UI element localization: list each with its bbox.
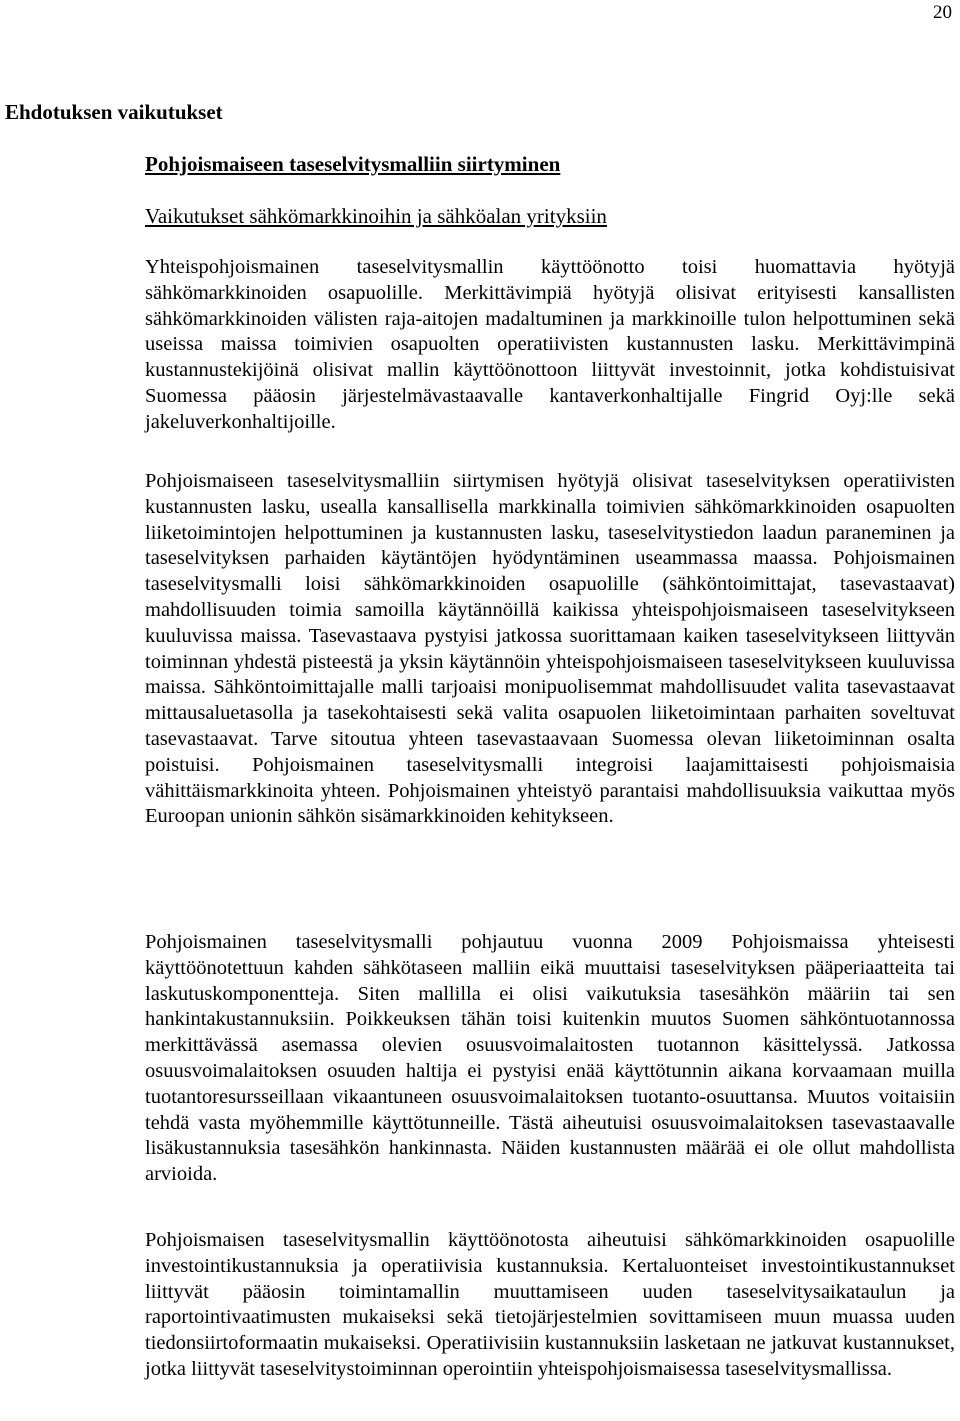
paragraph: Yhteispohjoismainen taseselvitysmallin käyttöönotto toisi huomattavia hyötyjä sähkömarkkinoiden osapuolille. Merkittävimpiä hyötyjä olisivat erityisesti kansallisten sähkömarkkinoiden välisten raja-aitojen madaltuminen ja markkinoille tulon helpottuminen sekä useissa maissa toimivien osapuolten operatiivisten kustannusten lasku. Merkittävimpinä kustannustekijöinä olisivat mallin käyttöönottoon liittyvät investoinnit, jotka kohdistuisivat Suomessa pääosin järjestelmävastaavalle kantaverkonhaltijalle Fingrid Oyj:lle sekä jakeluverkonhaltijoille. — [145, 256, 955, 433]
paragraph: Pohjoismaisen taseselvitysmallin käyttöönotosta aiheutuisi sähkömarkkinoiden osapuolille investointikustannuksia ja operatiivisia kustannuksia. Kertaluonteiset investointikustannukset liittyvät pääosin toimintamallin muuttamiseen uuden taseselvitysaikataulun ja raportointivaatimusten mukaiseksi sekä tietojärjestelmien sovittamiseen muun muassa uuden tiedonsiirtoformaatin mukaiseksi. Operatiivisiin kustannuksiin lasketaan ne jatkuvat kustannukset, jotka liittyvät taseselvitystoiminnan operointiin yhteispohjoismaisessa taseselvitysmallissa. — [145, 1229, 955, 1380]
paragraph: Pohjoismainen taseselvitysmalli pohjautuu vuonna 2009 Pohjoismaissa yhteisesti käyttöönotettuun kahden sähkötaseen malliin eikä muuttaisi taseselvityksen pääperiaatteita tai laskutuskomponentteja. Siten mallilla ei olisi vaikutuksia tasesähkön määriin tai sen hankintakustannuksiin. Poikkeuksen tähän toisi kuitenkin muutos Suomen sähköntuotannossa merkittävässä asemassa olevien osuusvoimalaitosten tuotannon käsittelyssä. Jatkossa osuusvoimalaitoksen osuuden haltija ei pystyisi enää käyttötunnin aikana korvaamaan muilla tuotantoresursseillaan vikaantuneen osuusvoimalaitoksen tuotanto-osuuttansa. Muutos voitaisiin tehdä vasta myöhemmille käyttötunneille. Tästä aiheutuisi osuusvoimalaitoksen tasevastaavalle lisäkustannuksia tasesähkön hankinnasta. Näiden kustannusten määrää ei ole ollut mahdollista arvioida. — [145, 931, 955, 1186]
section-heading: Ehdotuksen vaikutukset — [5, 100, 223, 124]
sub-subheading: Vaikutukset sähkömarkkinoihin ja sähköalan yrityksiin — [145, 204, 607, 228]
paragraph-block-2 — [145, 469, 955, 830]
subheading: Pohjoismaiseen taseselvitysmalliin siirtyminen — [145, 152, 561, 176]
paragraph-block-3 — [145, 930, 955, 1188]
paragraph: Pohjoismaiseen taseselvitysmalliin siirtymisen hyötyjä olisivat taseselvityksen operatiivisten kustannusten lasku, usealla kansallisella markkinalla toimivien sähkömarkkinoiden osapuolten liiketoimintojen helpottuminen ja kustannusten lasku, taseselvitystiedon laadun paraneminen ja taseselvityksen parhaiden käytäntöjen hyödyntäminen useammassa maassa. Pohjoismainen taseselvitysmalli loisi sähkömarkkinoiden osapuolille (sähköntoimittajat, tasevastaavat) mahdollisuuden toimia samoilla käytännöillä kaikissa yhteispohjoismaiseen taseselvitykseen kuuluvissa maissa. Tasevastaava pystyisi jatkossa suorittamaan kaiken taseselvitykseen liittyvän toiminnan yhdestä pisteestä ja yksin käytännöin yhteispohjoismaiseen taseselvitykseen kuuluvissa maissa. Sähköntoimittajalle malli tarjoaisi monipuolisemmat mahdollisuudet valita tasevastaavat mittausaluetasolla ja tasekohtaisesti sekä valita osapuolen liiketoimintaan parhaiten soveltuvat tasevastaavat. Tarve sitoutua yhteen tasevastaavaan Suomessa olevan liiketoiminnan osalta poistuisi. Pohjoismainen taseselvitysmalli integroisi laajamittaisesti pohjoismaisia vähittäismarkkinoita yhteen. Pohjoismainen yhteistyö parantaisi mahdollisuuksia vaikuttaa myös Euroopan unionin sähkön sisämarkkinoiden kehitykseen. — [145, 470, 955, 828]
paragraph-block-1 — [145, 255, 955, 436]
page-number: 20 — [933, 2, 952, 23]
paragraph-block-4 — [145, 1228, 955, 1383]
